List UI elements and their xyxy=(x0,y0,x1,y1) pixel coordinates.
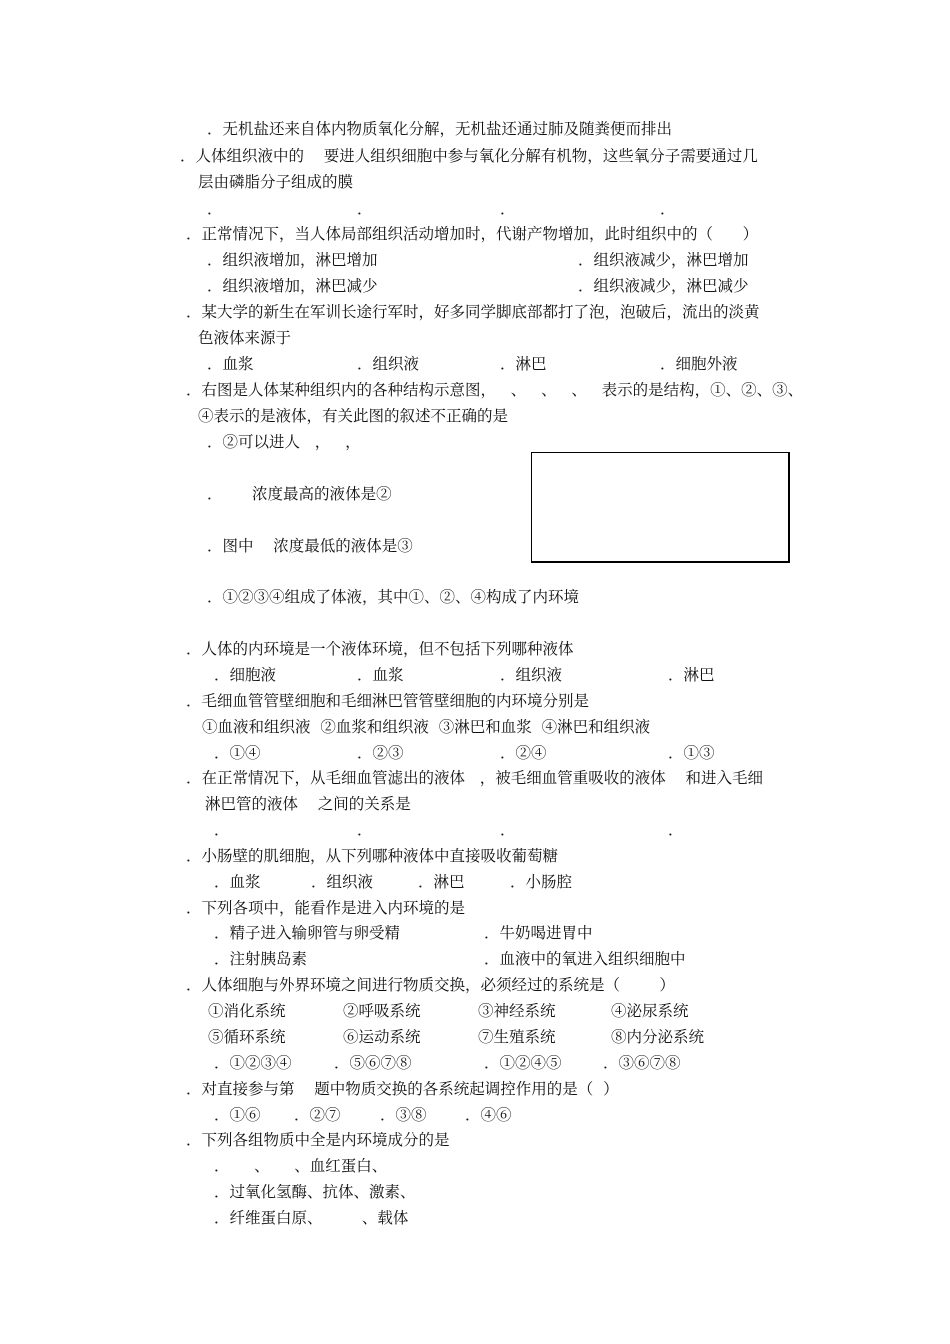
question-stem: ．小肠壁的肌细胞，从下列哪种液体中直接吸收葡萄糖 xyxy=(186,847,559,865)
option: ．①④ xyxy=(214,744,261,762)
question-stem: ①血液和组织液 ②血浆和组织液 ③淋巴和血浆 ④淋巴和组织液 xyxy=(202,718,651,736)
option: ．③⑥⑦⑧ xyxy=(603,1054,681,1072)
question-stem: ．人体的内环境是一个液体环境，但不包括下列哪种液体 xyxy=(186,640,574,658)
option: ． xyxy=(357,821,373,839)
question-stem: ．下列各项中，能看作是进入内环境的是 xyxy=(186,899,466,917)
list-item: ①消化系统 xyxy=(208,1002,286,1020)
option: ．⑤⑥⑦⑧ xyxy=(334,1054,412,1072)
option: ．淋巴 xyxy=(500,355,547,373)
option: ．组织液增加，淋巴增加 xyxy=(207,251,378,269)
option: ．细胞液 xyxy=(214,666,277,684)
option: ．血浆 xyxy=(357,666,404,684)
question-stem: ．对直接参与第 题中物质交换的各系统起调控作用的是（ ） xyxy=(186,1080,619,1098)
option: ．②④ xyxy=(500,744,547,762)
list-item: ⑦生殖系统 xyxy=(478,1028,556,1046)
option: ．①③ xyxy=(668,744,715,762)
option: ．图中 浓度最低的液体是③ xyxy=(207,537,413,555)
option: ．③⑧ xyxy=(380,1106,427,1124)
option: ． xyxy=(660,200,676,218)
option: ． xyxy=(357,200,373,218)
option: ．血浆 xyxy=(214,873,261,891)
option: ． xyxy=(500,200,516,218)
option: ．组织液 xyxy=(311,873,374,891)
question-stem: ．人体细胞与外界环境之间进行物质交换，必须经过的系统是（ ） xyxy=(186,976,675,994)
option: ．淋巴 xyxy=(668,666,715,684)
option: ．组织液 xyxy=(357,355,420,373)
question-stem: ．毛细血管管壁细胞和毛细淋巴管管壁细胞的内环境分别是 xyxy=(186,692,590,710)
option: ．细胞外液 xyxy=(660,355,738,373)
option: ．注射胰岛素 xyxy=(214,950,308,968)
list-item: ④泌尿系统 xyxy=(611,1002,689,1020)
figure-placeholder xyxy=(531,452,790,563)
option: ．②⑦ xyxy=(294,1106,341,1124)
question-stem: ．右图是人体某种组织内的各种结构示意图， 、 、 、 表示的是结构，①、②、③、 xyxy=(186,381,804,399)
question-stem: ．下列各组物质中全是内环境成分的是 xyxy=(186,1131,450,1149)
list-item: ③神经系统 xyxy=(478,1002,556,1020)
list-item: ⑥运动系统 xyxy=(343,1028,421,1046)
option: ． xyxy=(500,821,516,839)
option: ．组织液减少，淋巴增加 xyxy=(578,251,749,269)
question-stem: ④表示的是液体，有关此图的叙述不正确的是 xyxy=(198,407,509,425)
question-stem: 淋巴管的液体 之间的关系是 xyxy=(205,795,411,813)
option: ．①②③④组成了体液，其中①、②、④构成了内环境 xyxy=(207,588,580,606)
option: ． 、 、血红蛋白、 xyxy=(214,1157,388,1175)
option: ．②③ xyxy=(357,744,404,762)
option: ．组织液减少，淋巴减少 xyxy=(578,277,749,295)
option: ．组织液 xyxy=(500,666,563,684)
option: ．①⑥ xyxy=(214,1106,261,1124)
question-stem: ．人体组织液中的 要进人组织细胞中参与氧化分解有机物，这些氧分子需要通过几 xyxy=(180,147,758,165)
question-stem: ．某大学的新生在军训长途行军时，好多同学脚底部都打了泡，泡破后，流出的淡黄 xyxy=(186,303,760,321)
text-line: ．无机盐还来自体内物质氧化分解，无机盐还通过肺及随粪便而排出 xyxy=(207,120,673,138)
list-item: ②呼吸系统 xyxy=(343,1002,421,1020)
question-stem: ．正常情况下，当人体局部组织活动增加时，代谢产物增加，此时组织中的（ ） xyxy=(186,225,759,243)
question-stem: 层由磷脂分子组成的膜 xyxy=(198,173,354,191)
option: ．淋巴 xyxy=(418,873,465,891)
option: ．精子进入输卵管与卵受精 xyxy=(214,924,401,942)
option: ． xyxy=(207,200,223,218)
option: ．血浆 xyxy=(207,355,254,373)
list-item: ⑧内分泌系统 xyxy=(611,1028,705,1046)
option: ．组织液增加，淋巴减少 xyxy=(207,277,378,295)
list-item: ⑤循环系统 xyxy=(208,1028,286,1046)
option: ． 浓度最高的液体是② xyxy=(207,485,392,503)
option: ． xyxy=(668,821,684,839)
option: ．小肠腔 xyxy=(510,873,573,891)
option: ．过氧化氢酶、抗体、激素、 xyxy=(214,1183,416,1201)
option: ． xyxy=(214,821,230,839)
option: ．②可以进人 ， ， xyxy=(207,433,361,451)
option: ．血液中的氧进入组织细胞中 xyxy=(484,950,686,968)
question-stem: ．在正常情况下，从毛细血管滤出的液体 ，被毛细血管重吸收的液体 和进入毛细 xyxy=(186,769,763,787)
option: ．①②④⑤ xyxy=(484,1054,562,1072)
option: ．纤维蛋白原、 、载体 xyxy=(214,1209,409,1227)
option: ．④⑥ xyxy=(465,1106,512,1124)
option: ．①②③④ xyxy=(214,1054,292,1072)
option: ．牛奶喝进胃中 xyxy=(484,924,593,942)
question-stem: 色液体来源于 xyxy=(198,329,292,347)
